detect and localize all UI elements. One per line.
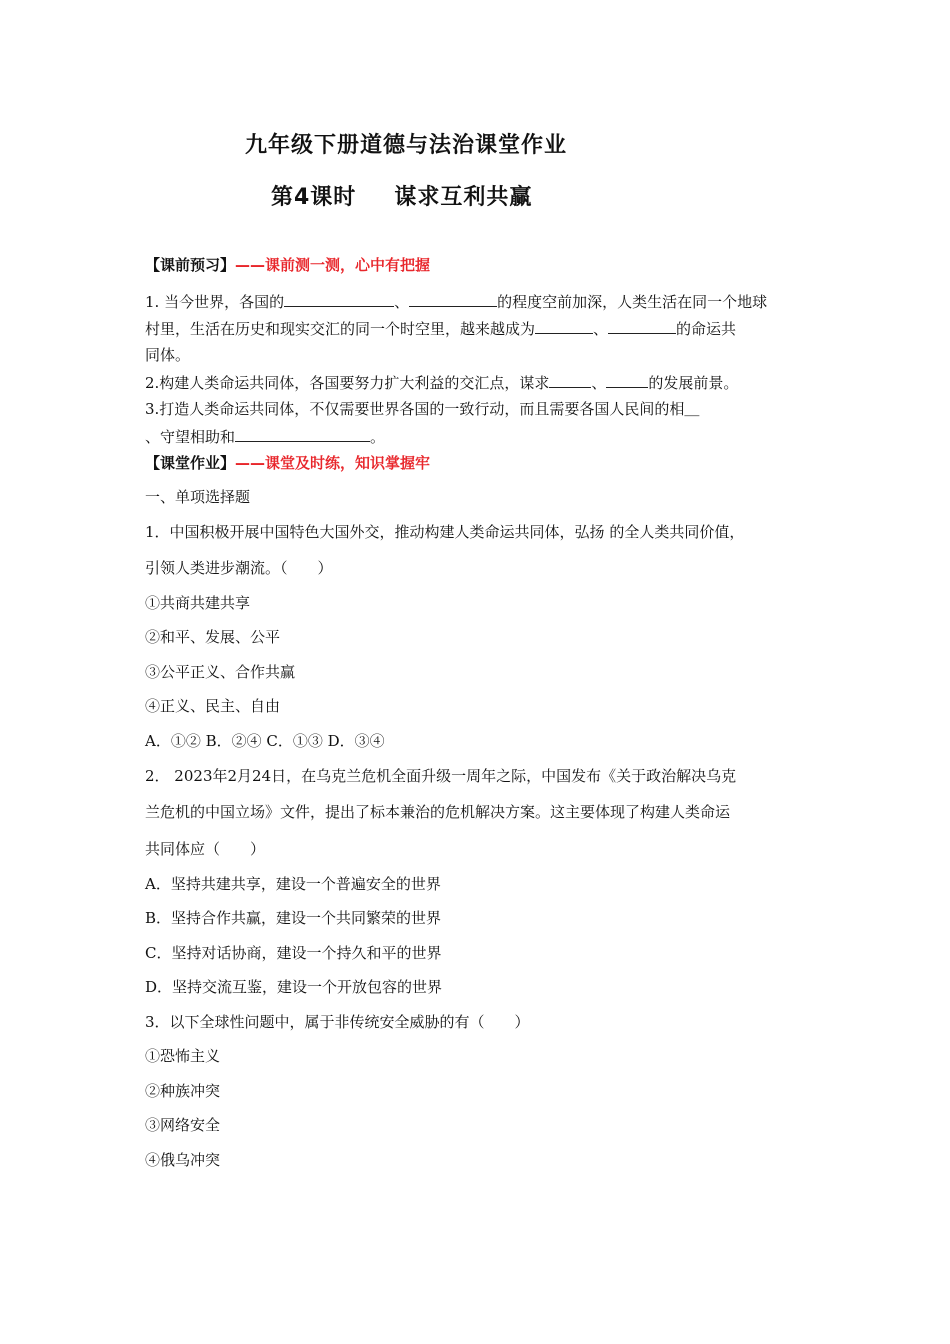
q3-item: ②种族冲突: [145, 1082, 221, 1100]
preview-q1-text-d: 村里，生活在历史和现实交汇的同一个时空里，越来越成为: [145, 320, 536, 338]
q1-choices: A．①② B．②④ C．①③ D．③④: [145, 732, 385, 750]
preview-q3-text-a: 、守望相助和: [145, 428, 236, 446]
preview-section-heading: [145, 254, 430, 275]
q3-item: ③网络安全: [145, 1116, 221, 1134]
q1-item: ③公平正义、合作共赢: [145, 663, 296, 681]
preview-q3-line1: 3.打造人类命运共同体，不仅需要世界各国的一致行动，而且需要各国人民间的相＿: [145, 400, 700, 418]
fill-blank[interactable]: [409, 290, 497, 307]
q1-item: ②和平、发展、公平: [145, 628, 281, 646]
preview-q2-text-a: 2.构建人类命运共同体，各国要努力扩大利益的交汇点，谋求: [145, 374, 550, 392]
preview-q1-text-b: 、: [394, 293, 410, 311]
fill-blank[interactable]: [284, 290, 394, 307]
fill-blank[interactable]: [606, 371, 648, 388]
preview-slogan: ——课前测一测，心中有把握: [235, 256, 431, 274]
lesson-number: 第4课时: [271, 185, 357, 210]
class-slogan: ——课堂及时练，知识掌握牢: [235, 454, 431, 472]
q3-stem: 3．以下全球性问题中，属于非传统安全威胁的有（ ）: [145, 1013, 530, 1031]
q2-option: B．坚持合作共赢，建设一个共同繁荣的世界: [145, 909, 442, 927]
q2-stem-line1: 2． 2023年2月24日，在乌克兰危机全面升级一周年之际，中国发布《关于政治解决乌克: [145, 767, 737, 785]
preview-q1-text-c: 的程度空前加深，人类生活在同一个地球: [497, 293, 768, 311]
fill-blank[interactable]: [235, 425, 370, 442]
q1-item: ④正义、民主、自由: [145, 697, 281, 715]
lesson-topic: 谋求互利共赢: [394, 185, 533, 210]
preview-q2-text-b: 、: [591, 374, 607, 392]
q1-item: ①共商共建共享: [145, 594, 251, 612]
q2-option: A．坚持共建共享，建设一个普遍安全的世界: [145, 875, 441, 893]
preview-q3-text-b: 。: [370, 428, 386, 446]
q2-stem-line3: 共同体应（ ）: [145, 840, 266, 858]
preview-q1-text-e: 、: [593, 320, 609, 338]
class-label: 【课堂作业】: [145, 454, 236, 472]
fill-blank[interactable]: [535, 317, 593, 334]
preview-q1-text-a: 1. 当今世界，各国的: [145, 293, 285, 311]
lesson-heading: [271, 180, 532, 211]
q3-item: ①恐怖主义: [145, 1047, 221, 1065]
preview-q1-line3: 同体。: [145, 346, 191, 364]
q2-option: D．坚持交流互鉴，建设一个开放包容的世界: [145, 978, 443, 996]
preview-q1-line2: [145, 317, 736, 339]
preview-q1-line1: [145, 290, 767, 312]
class-section-heading: [145, 452, 430, 473]
preview-q3-line2: [145, 425, 385, 447]
part-heading: 一、单项选择题: [145, 488, 251, 506]
fill-blank[interactable]: [549, 371, 591, 388]
q3-item: ④俄乌冲突: [145, 1151, 221, 1169]
preview-q2-text-c: 的发展前景。: [648, 374, 739, 392]
q2-option: C．坚持对话协商，建设一个持久和平的世界: [145, 944, 442, 962]
document-title: 九年级下册道德与法治课堂作业: [245, 133, 568, 158]
preview-label: 【课前预习】: [145, 256, 236, 274]
fill-blank[interactable]: [608, 317, 676, 334]
q2-stem-line2: 兰危机的中国立场》文件，提出了标本兼治的危机解决方案。这主要体现了构建人类命运: [145, 803, 731, 821]
q1-stem-line1: 1．中国积极开展中国特色大国外交，推动构建人类命运共同体，弘扬 的全人类共同价值，: [145, 523, 745, 541]
q1-stem-line2: 引领人类进步潮流。（ ）: [145, 559, 333, 577]
preview-q2: [145, 371, 738, 393]
preview-q1-text-f: 的命运共: [676, 320, 737, 338]
